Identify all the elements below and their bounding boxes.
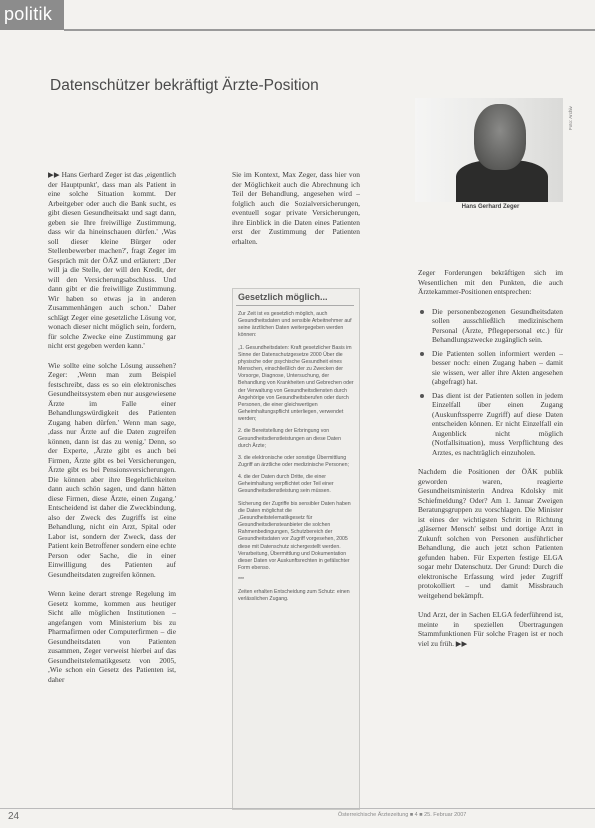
section-rubric [0,0,64,30]
paragraph: Nachdem die Positionen der ÖÄK publik geworden waren, reagierte Gesundheitsministerin Andrea Kdolsky mit Schiefmeldung? Oder? Am 1. Januar Zweigen Beratungsgruppen zu vorschlagen. Die Minister ist eines der wichtigsten Schritt in Richtung ,gläserner Mensch' selbst und dortige Arzt in Zukunft solchen von Personen ausführlicher Behandlung, die auch jetzt schon Patienten gefunden haben. Für Experten festige ELGA sogar mehr Datenschutz. Der Grund: Durch die elektronische Erfassung wird jeder Zugriff protokolliert – und damit Missbrauch weitgehend bekämpft. [418,467,563,600]
paragraph: Wenn keine derart strenge Regelung im Gesetz komme, kommen aus heutiger Sicht alle möglichen Institutionen – angefangen vom Ministerium bis zu Pharmafirmen oder Computerfirmen – die Gesundheitsdaten von Patienten zusammen, Zeger verweist hierbei auf das Gesundheitstelematikgesetz von 2005, ,Wie schon ein Gesetz des Patienten ist, daher [48,589,176,684]
box-paragraph: 2. die Bereitstellung der Erbringung von Gesundheitsdienstleistungen an diese Daten durch Ärzte; [238,428,341,449]
box-paragraph: Zur Zeit ist es gesetzlich möglich, auch Gesundheitsdaten und sensible Arbeitnehmer auf seine ärztlichen Daten weitergegeben werden können: [238,311,352,339]
box-paragraph: 3. die elektronische oder sonstige Übermittlung Zugriff an ärztliche oder medizinische Personen; [238,454,349,468]
publication-line: Österreichische Ärztezeitung ■ 4 ■ 25. Februar 2007 [338,812,467,818]
list-item: Die personenbezogenen Gesundheitsdaten sollen ausschließlich medizinischem Personal (Ärzte, Pflegepersonal etc.) für Behandlungszwecke zugänglich sein. [418,307,563,345]
paragraph: Zeger Forderungen bekräftigen sich im Wesentlichen mit den Punkten, die auch Ärztekammer-Positionen entsprechen: [418,268,563,296]
article-column-1 [48,170,176,694]
box-paragraph: 4. die der Daten durch Dritte, die einer Geheimhaltung verpflichtet oder Teil einer Gesundheitsdienstleistung sein müssen. [238,474,334,495]
box-paragraph: „1. Gesundheitsdaten: Kraft gesetzlicher Basis im Sinne der Datenschutzgesetze 2000 Über die physische oder psychische Gesundheit eines Menschen, einschließlich der zu Zwecken der Vorsorge, Diagnose, Untersuchung, der Behandlung von Krankheiten und Gebrechen oder der Verwaltung von Gesundheitsdiensten durch Angehörige von Gesundheitsberufen oder durch Personen, die einer gleichwertigen Geheimhaltungspflicht unterliegen, verwendet werden; [238,344,354,423]
paragraph: Sie im Kontext, Max Zeger, dass hier von der Möglichkeit auch die Abrechnung ich Teil der Behandlung, angesehen wird – folglich auch die Sozialversicherungen, eventuell sogar private Versicherungen, ihre Einblick in die Daten eines Patienten erst der Zustimmung der Patienten erhalten. [232,170,360,246]
article-column-2 [232,170,360,256]
paragraph: ▶▶ Hans Gerhard Zeger ist das ,eigentlich der Hauptpunkt', dass man als Patient in eine solche Situation kommt. Der Arbeitgeber oder auch die Bank sucht, es gibt diesen Gesundheitsakt und sagt dann, geben sie Ihre freiwillige Zustimmung, dass wir da hineinschauen dürfen.' ,Was soll dieser kleine Bürger oder Stellenbewerber machen?', fragt Zeger im Gespräch mit der ÖÄZ und erläutert: ,Der will ja die Stelle, der will den Kredit, der will den Versicherungsabschluss. Und dann gibt er die freiwillige Zustimmung. Wir haben so etwas ja in anderen Zusammenhängen auch schon.' Daher schlägt Zeger eine gesetzliche Lösung vor, wonach dieser nicht möglich sein, fordern, für solche Zwecke eine Zustimmung gar nicht erst gegeben werden kann.' [48,170,176,350]
demands-list [418,307,563,458]
list-item: Die Patienten sollen informiert werden – besser noch: einen Zugang haben – damit sie wissen, wer aller ihre Akten angesehen (abgefragt) hat. [418,349,563,387]
page-number: 24 [8,811,20,822]
footer-rule [0,808,595,809]
info-box-text [238,311,354,609]
article-column-3 [418,268,563,658]
start-marker: ▶▶ [48,170,60,179]
box-separator: *** [238,577,245,584]
photo-caption: Hans Gerhard Zeger [461,204,520,210]
article-headline: Datenschützer bekräftigt Ärzte-Position [50,77,319,94]
box-paragraph: Zeiten erhalten Entscheidung zum Schutz: einen verlässlichen Zugang. [238,589,350,603]
header-rule [64,29,595,31]
portrait-face [474,104,526,170]
list-item: Das dient ist der Patienten sollen in jedem Einzelfall über einen Zugang (Auskunftssperre Zugriff) auf diese Daten entscheiden können. Er nicht Einzelfall ein Augenblick nicht möglich (Notfallsituation), muss Verpflichtung des Arztes, es nachträglich einzuholen. [418,391,563,458]
end-marker: ▶▶ [455,638,468,648]
info-box-title: Gesetzlich möglich... [238,292,328,302]
info-box-rule [236,305,354,306]
section-label: politik [4,4,53,24]
photo-credit: Foto: Archiv [568,106,573,130]
paragraph: Und Arzt, der in Sachen ELGA federführend ist, meinte in speziellen Übertragungen Stammfunktionen Für solche Fragen ist er noch viel zu früh. ▶▶ [418,610,563,648]
paragraph: Wie sollte eine solche Lösung aussehen? Zeger: ,Wenn man zum Beispiel festschreibt, dass es so ein elektronisches Gesundheitssystem eben nur ausgewiesene Ärzte im Falle einer Behandlungswürdigkeit des Patienten Zugang haben dürfen.' Wenn man sage, ,dass nur Ärzte auf die Daten zugreifen können, dann ist das zu wenig.' Denn, so der Experte, ,Ärzte gibt es auch bei Firmen, Ärzte gibt es bei Versicherungen, Ärzte gibt es bei Pensionsversicherungen. Die können aber ihre Begehrlichkeiten dann auch schön sagen, und dann hätten diese Firmen, diese Ärzte, einen Zugang.' Entscheidend ist daher die Zweckbindung, also der Zweck des Zugriffs ist eine Behandlung, nicht ein Arzt, Spital oder Labor ist, sondern der Zweck, dass der Patient kein Betroffener sondern eine echte Person oder Sache, die in einer Einwilligung des Patienten auf Gesundheitsdaten zugreifen können. [48,360,176,579]
box-paragraph: Sicherung der Zugriffe bis sensibler Daten haben die Daten möglichst die „Gesundheitstelematikgesetz für Gesundheitsdiensteanbieter die solchen Rahmenbedingungen, Schutzbereich der Gesundheitsdaten vor Zugriff vorgesehen, 2005 diese mit Datenschutz sichergestellt werden. Verarbeitung, Übermittlung und Dokumentation dieser Daten vor Auskunftsrechten in gefälschter Form ebenso. [238,500,351,571]
